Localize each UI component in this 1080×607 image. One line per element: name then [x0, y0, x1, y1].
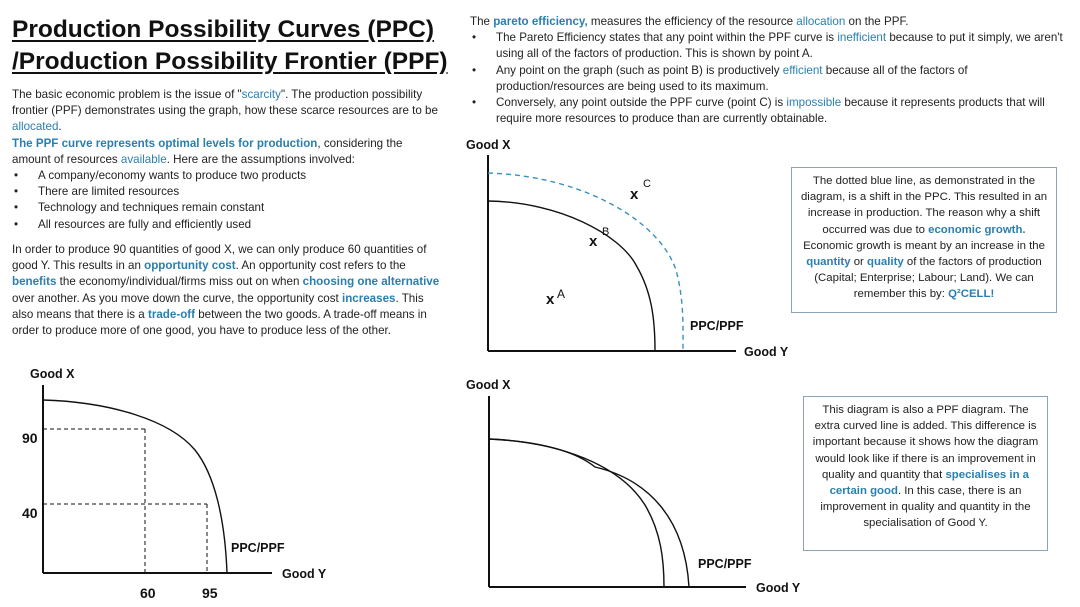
highlight-increases: increases	[341, 291, 396, 305]
highlight-trade-off: trade-off	[147, 307, 195, 321]
chart3-specialised-ppc-curve	[489, 439, 689, 587]
highlight-scarcity: scarcity	[241, 88, 281, 101]
chart2-curve-label: PPC/PPF	[690, 319, 744, 333]
point-a-label: A	[557, 287, 566, 301]
highlight-specialises: specialises in a certain good	[829, 468, 1030, 498]
chart3-x-axis-label: Good Y	[756, 581, 801, 595]
point-b-label: B	[602, 226, 610, 238]
opportunity-cost-paragraph: In order to produce 90 quantities of good X, we can only produce 60 quantities of good Y. This results in an opportunity cost. An opportunity cost refers to the benefits the economy/individual/firms miss out on when choosing one alternative over another. As you move down the curve, the opportunity cost increases. This also means that there is a trade-off between the two goods. A trade-off means in order to produce more of one good, you have to produce less of the other.	[12, 243, 440, 338]
highlight-benefits: benefits	[12, 275, 57, 289]
chart3-y-axis-label: Good X	[466, 378, 511, 392]
assumption-item: • All resources are fully and efficiently used	[12, 217, 442, 233]
highlight-allocated: allocated	[12, 120, 59, 134]
pareto-intro: The pareto efficiency, measures the efficiency of the resource allocation on the PPF.	[470, 15, 909, 28]
chart2-x-axis-label: Good Y	[744, 345, 789, 359]
highlight-optimal-levels: The PPF curve represents optimal levels for production	[12, 136, 318, 150]
intro-paragraph-1: The basic economic problem is the issue of "scarcity". The production possibility frontier (PPF) demonstrates using the graph, how these scarce resources are to be allocated.	[12, 88, 438, 134]
highlight-pareto-efficiency: pareto efficiency,	[493, 15, 588, 28]
pareto-item-impossible: • Conversely, any point outside the PPF curve (point C) is impossible because it represents products that will require more resources to produce than are currently obtainable.	[470, 95, 1065, 127]
title-line-2: /Production Possibility Frontier (PPF)	[12, 48, 448, 75]
pareto-item-efficient: • Any point on the graph (such as point B) is productively efficient because all of the factors of production/resources are being used to its maximum.	[470, 63, 1065, 95]
highlight-quality: quality	[867, 256, 904, 269]
title-line-1: Production Possibility Curves (PPC)	[12, 16, 435, 43]
highlight-quantity: quantity	[806, 256, 851, 269]
assumption-item: • There are limited resources	[12, 184, 442, 200]
pareto-item-inefficient: • The Pareto Efficiency states that any point within the PPF curve is inefficient because to put it simply, we aren't using all of the factors of production. This is shown by point A.	[470, 30, 1065, 62]
intro-paragraph-2: The PPF curve represents optimal levels for production, considering the amount of resources available. Here are the assumptions involved:	[12, 136, 403, 166]
chart1-x-tick-95: 95	[202, 585, 218, 601]
chart1-x-axis-label: Good Y	[282, 567, 327, 581]
chart1-y-axis-label: Good X	[30, 367, 75, 381]
chart1-y-tick-40: 40	[22, 505, 38, 521]
point-b-marker: x	[589, 233, 598, 250]
specialisation-box: This diagram is also a PPF diagram. The extra curved line is added. This difference is important because it shows how the diagram would look like if there is an improvement in quality and quantity that specialises in a certain good. In this case, there is an improvement in quality and quantity in the specialisation of Good Y.	[803, 396, 1048, 551]
chart1-x-tick-60: 60	[140, 585, 156, 601]
highlight-q2cell: Q²CELL!	[948, 288, 995, 301]
point-a-marker: x	[546, 291, 555, 308]
assumption-item: • A company/economy wants to produce two products	[12, 168, 442, 184]
point-c-label: C	[643, 178, 651, 190]
highlight-choosing-alternative: choosing one alternative	[302, 275, 440, 289]
chart3-original-ppc-curve	[489, 439, 664, 587]
highlight-economic-growth: economic growth.	[928, 223, 1026, 236]
chart2-y-axis-label: Good X	[466, 138, 511, 152]
assumption-item: • Technology and techniques remain constant	[12, 200, 442, 216]
economic-growth-box: The dotted blue line, as demonstrated in the diagram, is a shift in the PPC. This resulted in an increase in production. The reason why a shift occurred was due to economic growth. Economic growth is meant by an increase in the quantity or quality of the factors of production (Capital; Enterprise; Labour; Land). We can remember this by: Q²CELL!	[791, 167, 1057, 313]
point-c-marker: x	[630, 186, 639, 203]
chart1-curve-label: PPC/PPF	[231, 541, 285, 555]
highlight-allocation: allocation	[796, 15, 846, 28]
highlight-opportunity-cost: opportunity cost	[144, 259, 236, 273]
chart1-y-tick-90: 90	[22, 430, 38, 446]
highlight-available: available	[120, 152, 167, 166]
chart3-curve-label: PPC/PPF	[698, 557, 752, 571]
